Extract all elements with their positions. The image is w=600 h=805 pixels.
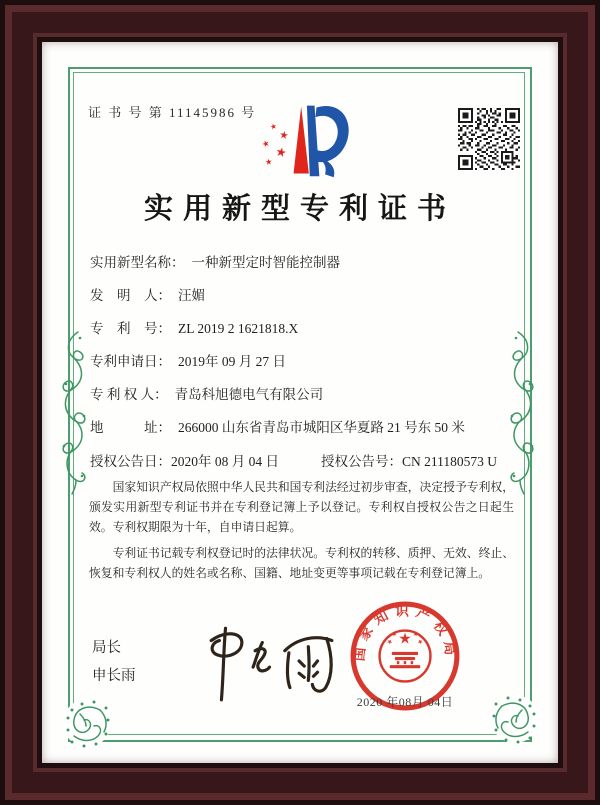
field-value: 青岛科旭德电气有限公司 xyxy=(174,387,324,402)
grant-number-label: 授权公告号： xyxy=(321,454,402,469)
legal-paragraph-1: 国家知识产权局依照中华人民共和国专利法经过初步审查，决定授予专利权，颁发实用新型专利证书并在专利登记簿上予以登记。专利权自授权公告之日起生效。专利权期限为十年，自申请日起算。 xyxy=(89,480,514,534)
grant-number-value: CN 211180573 U xyxy=(402,454,498,469)
legal-text xyxy=(89,477,514,589)
field-label: 发 明 人： xyxy=(90,288,171,303)
grant-date-value: 2020年 08 月 04 日 xyxy=(171,454,279,469)
field-row-patentee xyxy=(90,379,518,412)
grant-date xyxy=(90,450,279,470)
certificate-number: 证 书 号 第 11145986 号 xyxy=(88,105,257,120)
grant-date-label: 授权公告日： xyxy=(90,454,171,469)
field-row-inventor xyxy=(90,280,518,313)
field-value: 一种新型定时智能控制器 xyxy=(191,255,340,270)
field-label: 专利申请日： xyxy=(90,354,171,369)
floral-corner-bottom-right-icon xyxy=(488,692,542,746)
field-row-filing-date xyxy=(90,346,518,379)
field-label: 专 利 号： xyxy=(90,321,171,336)
seal-date: 2020 年08月 04日 xyxy=(356,695,454,709)
signatory-title: 局长 xyxy=(92,640,121,656)
field-value: 266000 山东省青岛市城阳区华夏路 21 号东 50 米 xyxy=(178,420,465,435)
field-label: 地 址： xyxy=(90,420,171,435)
vine-flourish-left-icon xyxy=(56,328,90,496)
field-row-address xyxy=(90,412,518,445)
field-list xyxy=(90,247,518,445)
legal-paragraph-2: 专利证书记载专利权登记时的法律状况。专利权的转移、质押、无效、终止、恢复和专利权人的姓名或名称、国籍、地址变更等事项记载在专利登记簿上。 xyxy=(89,546,514,580)
signature-handwriting-icon xyxy=(196,616,346,708)
seal-ring-text: 国家知识产权局 xyxy=(351,603,459,662)
field-value: ZL 2019 2 1621818.X xyxy=(178,321,299,336)
field-value: 2019年 09 月 27 日 xyxy=(178,354,286,369)
field-row-name xyxy=(90,247,518,280)
floral-corner-bottom-left-icon xyxy=(60,696,114,750)
grant-number xyxy=(321,450,497,470)
field-value: 汪媚 xyxy=(178,288,205,303)
field-label: 实用新型名称： xyxy=(90,255,185,270)
signatory-name: 申长雨 xyxy=(92,668,136,684)
field-row-patent-no xyxy=(90,313,518,346)
signatory-block xyxy=(92,634,136,690)
grant-line xyxy=(90,450,518,470)
field-label: 专 利 权 人： xyxy=(90,387,168,402)
cnipa-logo-icon xyxy=(256,97,354,183)
vine-flourish-right-icon xyxy=(506,328,540,496)
qr-code-icon xyxy=(458,108,520,170)
certificate-title: 实用新型专利证书 xyxy=(143,193,456,225)
